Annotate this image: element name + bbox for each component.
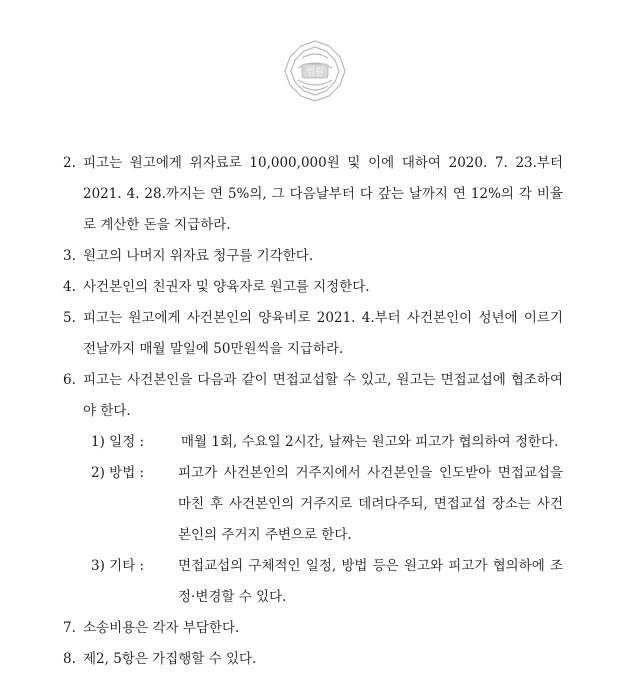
court-seal-logo	[282, 38, 348, 104]
item-text: 제2, 5항은 가집행할 수 있다.	[83, 651, 257, 667]
list-item	[63, 148, 563, 241]
sub-item-label: 3) 기타 :	[91, 558, 145, 574]
sub-item	[91, 458, 563, 551]
sub-item	[91, 427, 563, 458]
list-item	[63, 241, 563, 272]
item-number: 4.	[63, 279, 76, 295]
item-text: 피고는 원고에게 위자료로 10,000,000원 및 이에 대하여 2020. 7. 23.부터 2021. 4. 28.까지는 연 5%의, 그 다음날부터 다 갚는 날까지 연 12%의 각 비율로 계산한 돈을 지급하라.	[83, 155, 563, 233]
document-body	[63, 148, 563, 675]
sub-item-text: 면접교섭의 구체적인 일정, 방법 등은 원고와 피고가 협의하에 조정·변경할 수 있다.	[178, 558, 563, 605]
item-text: 피고는 원고에게 사건본인의 양육비로 2021. 4.부터 사건본인이 성년에 이르기 전날까지 매월 말일에 50만원씩을 지급하라.	[83, 310, 563, 357]
item-text: 사건본인의 친권자 및 양육자로 원고를 지정한다.	[83, 279, 370, 295]
list-item	[63, 613, 563, 644]
item-number: 6.	[63, 372, 76, 388]
item-text: 소송비용은 각자 부담한다.	[83, 620, 240, 636]
sub-item-text: 매월 1회, 수요일 2시간, 날짜는 원고와 피고가 협의하여 정한다.	[181, 434, 559, 450]
item-text: 피고는 사건본인을 다음과 같이 면접교섭할 수 있고, 원고는 면접교섭에 협조하여야 한다.	[83, 372, 563, 419]
list-item	[63, 365, 563, 427]
sub-item	[91, 551, 563, 613]
item-number: 7.	[63, 620, 76, 636]
item-text: 원고의 나머지 위자료 청구를 기각한다.	[83, 248, 314, 264]
item-number: 8.	[63, 651, 76, 667]
list-item	[63, 303, 563, 365]
item-number: 5.	[63, 310, 76, 326]
sub-item-text: 피고가 사건본인의 거주지에서 사건본인을 인도받아 면접교섭을 마친 후 사건본인의 거주지로 데려다주되, 면접교섭 장소는 사건본인의 주거지 주변으로 한다.	[178, 465, 563, 543]
seal-text: 법원	[306, 67, 324, 78]
sub-item-label: 1) 일정 :	[91, 434, 145, 450]
list-item	[63, 644, 563, 675]
item-number: 2.	[63, 155, 76, 171]
sub-item-label: 2) 방법 :	[91, 465, 145, 481]
item-number: 3.	[63, 248, 76, 264]
list-item	[63, 272, 563, 303]
